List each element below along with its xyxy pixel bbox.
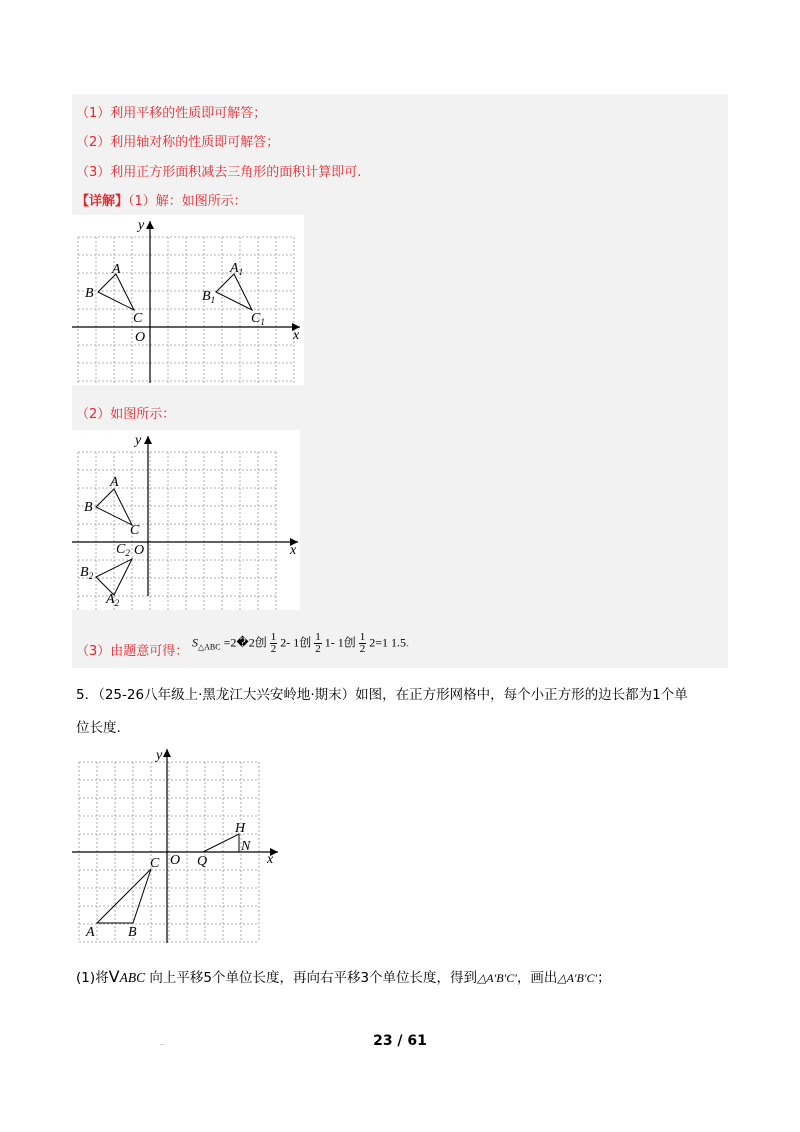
- figure-2: [72, 430, 300, 610]
- point-b-label: B: [84, 500, 93, 515]
- point-c2-label: $C_2$: [116, 542, 130, 558]
- point-h-label: H: [235, 821, 246, 836]
- x-axis-label: x: [267, 852, 274, 867]
- page-number: 23 / 61: [373, 1033, 427, 1049]
- formula-sub: △ABC: [198, 642, 221, 652]
- x-axis-label: x: [290, 543, 297, 558]
- point-b1-label: $B_1$: [202, 289, 216, 305]
- y-axis-label: y: [156, 748, 163, 763]
- point-a-label: A: [86, 925, 95, 940]
- formula-part-c: 2- 1创: [280, 635, 312, 650]
- point-b-label: B: [85, 286, 94, 301]
- figure-3: [72, 745, 282, 945]
- point-b-label: B: [128, 925, 137, 940]
- x-axis-label: x: [293, 328, 300, 343]
- point-c-label: C: [150, 856, 160, 871]
- detail-line: [76, 190, 247, 209]
- point-a2-label: $A_2$: [106, 592, 120, 608]
- point-n-label: N: [241, 839, 251, 854]
- hint-1: （1）利用平移的性质即可解答；: [76, 106, 267, 121]
- formula-end: .: [406, 635, 409, 650]
- formula-part-e: 2=1 1.5: [369, 635, 406, 650]
- fraction-1: $\frac{1}{2}$: [270, 631, 277, 655]
- point-c-label: C: [133, 311, 143, 326]
- part2-label: （2）如图所示：: [76, 407, 176, 422]
- fraction-3: $\frac{1}{2}$: [359, 631, 366, 655]
- origin-label: O: [134, 543, 145, 558]
- point-a-label: A: [112, 262, 121, 277]
- point-c1-label: $C_1$: [251, 311, 265, 327]
- point-a1-label: $A_1$: [230, 261, 244, 277]
- part3-label: （3）由题意可得：: [76, 644, 189, 659]
- formula-glyph: �: [236, 635, 249, 650]
- hint-3: （3）利用正方形面积减去三角形的面积计算即可.: [76, 165, 362, 180]
- detail-tag: 【详解】: [76, 194, 129, 209]
- origin-label: O: [135, 330, 146, 345]
- figure-1: [72, 215, 304, 385]
- fraction-2: $\frac{1}{2}$: [315, 631, 321, 655]
- y-axis-label: y: [138, 218, 145, 233]
- detail-text: （1）解：如图所示：: [128, 194, 247, 209]
- triangle-symbol: V: [108, 967, 120, 986]
- y-axis-label: y: [135, 433, 142, 448]
- point-a-label: A: [110, 475, 119, 490]
- formula-s: S: [192, 635, 198, 650]
- point-b2-label: $B_2$: [80, 565, 94, 581]
- origin-label: O: [170, 853, 181, 868]
- formula-part-d: 1- 1创: [324, 635, 356, 650]
- question-5-line1: 5．（25-26八年级上·黑龙江大兴安岭地·期末）如图，在正方形网格中，每个小正方形的边长都为1个单: [76, 687, 688, 703]
- hint-2: （2）利用轴对称的性质即可解答；: [76, 135, 280, 150]
- question-5-line2: 位长度.: [76, 720, 121, 736]
- question-5-sub1: (1)将VABC 向上平移5个单位长度，再向右平移3个单位长度，得到△A′B′C′，画出△A′B′C′；: [76, 967, 611, 986]
- formula-part-b: 2创: [248, 635, 267, 650]
- formula-part-a: =2: [223, 635, 237, 650]
- point-q-label: Q: [197, 854, 208, 869]
- area-formula: [192, 632, 409, 655]
- point-c-label: C: [130, 523, 140, 538]
